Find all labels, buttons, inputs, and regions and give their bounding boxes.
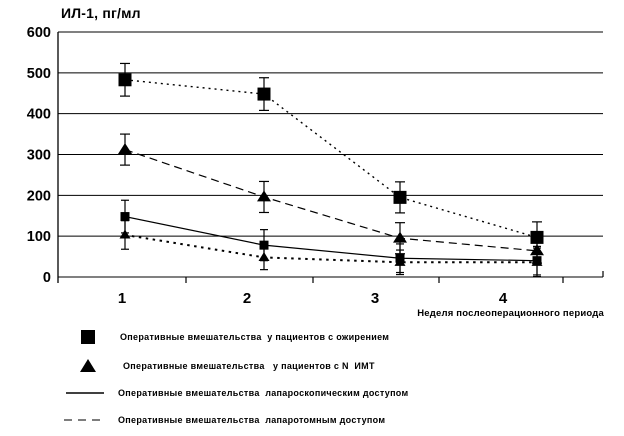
x-axis-label: Неделя послеоперационного периода <box>417 308 604 319</box>
chart-title: ИЛ-1, пг/мл <box>61 5 141 21</box>
series-3-line <box>125 235 537 262</box>
series-0-line <box>125 80 537 238</box>
series-2-markers <box>121 212 542 265</box>
square-marker-icon <box>81 330 95 344</box>
series-2-line <box>125 217 537 261</box>
triangle-marker-icon <box>80 359 96 372</box>
svg-text:4: 4 <box>498 290 508 307</box>
legend-label: Оперативные вмешательства у пациентов с N ИМТ <box>123 360 375 371</box>
axes <box>58 32 603 283</box>
svg-text:0: 0 <box>42 270 51 286</box>
svg-text:600: 600 <box>26 25 51 41</box>
svg-text:500: 500 <box>26 65 51 82</box>
series-3-markers <box>120 230 543 266</box>
series-1-markers <box>118 143 544 255</box>
dashed-line-swatch-icon <box>64 415 106 425</box>
series-1-error-bars <box>120 134 542 263</box>
legend-label: Оперативные вмешательства лапароскопическим доступом <box>118 388 409 398</box>
series-0-error-bars <box>120 63 542 252</box>
svg-text:3: 3 <box>370 290 380 307</box>
solid-line-swatch-icon <box>66 388 104 398</box>
legend-item-obese-patients <box>81 330 389 344</box>
series-0-markers <box>119 73 544 244</box>
svg-text:1: 1 <box>117 290 127 307</box>
y-axis-tick-labels <box>27 25 51 286</box>
svg-text:400: 400 <box>26 106 51 123</box>
legend-item-laparotomy-access <box>64 415 385 425</box>
svg-text:100: 100 <box>26 229 51 246</box>
series-2-error-bars <box>121 200 541 275</box>
svg-text:200: 200 <box>26 188 51 205</box>
svg-text:300: 300 <box>26 147 51 164</box>
legend-label: Оперативные вмешательства у пациентов с ожирением <box>120 332 390 342</box>
legend-label: Оперативные вмешательства лапаротомным доступом <box>118 415 386 425</box>
legend-item-laparoscopic-access <box>66 388 408 398</box>
x-axis-tick-labels <box>118 290 508 307</box>
svg-text:2: 2 <box>242 290 252 307</box>
legend-item-normal-bmi-patients <box>80 359 375 372</box>
